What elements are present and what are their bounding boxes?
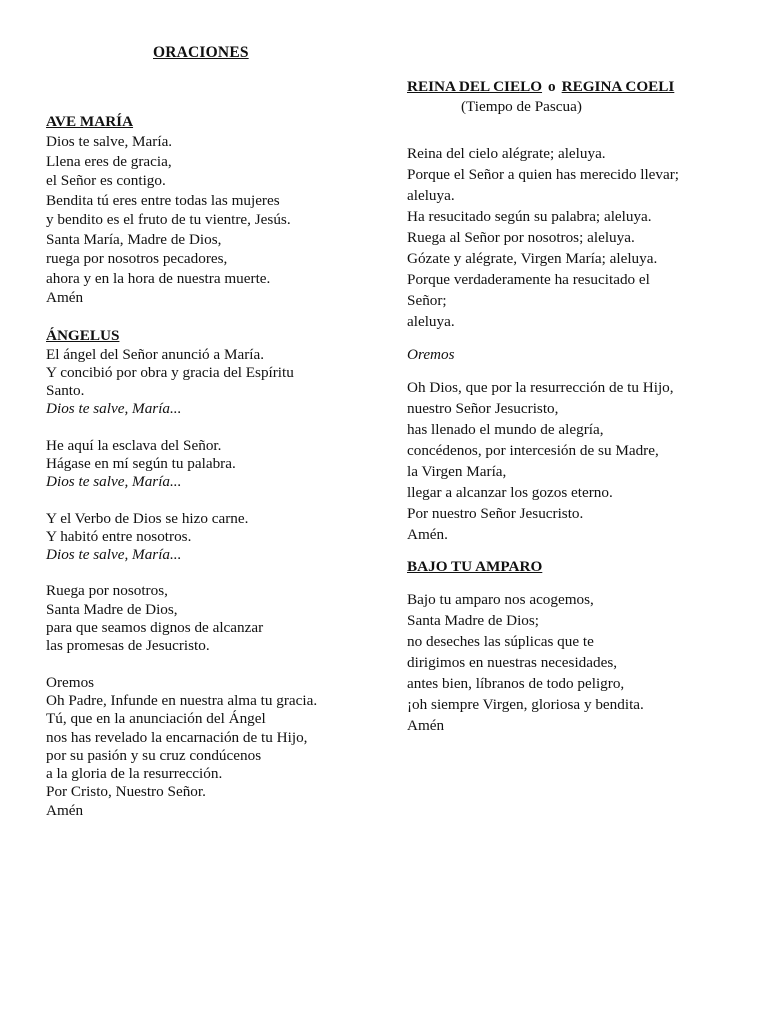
prayer-line: Gózate y alégrate, Virgen María; aleluya. [407,250,658,267]
prayer-line: Santo. [46,382,85,400]
prayer-line: Hágase en mí según tu palabra. [46,454,236,472]
prayer-line: Santa María, Madre de Dios, [46,230,222,248]
prayer-line: Llena eres de gracia, [46,152,172,170]
prayer-line: por su pasión y su cruz condúcenos [46,746,262,764]
prayer-line: ¡oh siempre Virgen, gloriosa y bendita. [407,696,644,713]
prayer-line: para que seamos dignos de alcanzar [46,619,264,637]
prayer-line: y bendito es el fruto de tu vientre, Jesús. [46,211,291,228]
prayer-line: Bajo tu amparo nos acogemos, [407,591,594,608]
prayer-line: Y concibió por obra y gracia del Espíritu [46,363,294,381]
prayer-line: dirigimos en nuestras necesidades, [407,654,618,671]
prayer-line: la Virgen María, [407,463,507,480]
prayer-line: Ha resucitado según su palabra; aleluya. [407,208,652,225]
prayer-heading-part: REINA DEL CIELO [407,78,543,95]
prayer-line: ahora y en la hora de nuestra muerte. [46,269,271,287]
right-column [407,77,747,736]
prayer-line: Reina del cielo alégrate; aleluya. [407,145,606,162]
prayer-refrain: Dios te salve, María... [46,546,182,564]
prayer-angelus [46,326,366,821]
prayer-line: a la gloria de la resurrección. [46,765,223,783]
prayer-line: el Señor es contigo. [46,172,166,189]
prayer-heading-part: REGINA COELI [561,78,675,95]
prayer-heading: AVE MARÍA [46,113,134,130]
prayer-line: El ángel del Señor anunció a María. [46,345,265,363]
prayer-line: Por Cristo, Nuestro Señor. [46,783,206,801]
prayer-line: Amén [407,717,445,734]
prayer-line: nos has revelado la encarnación de tu Hijo, [46,728,308,746]
prayer-line: Oh Dios, que por la resurrección de tu Hijo, [407,379,674,396]
prayer-line: Por nuestro Señor Jesucristo. [407,505,584,522]
prayer-subtitle: (Tiempo de Pascua) [461,98,582,115]
prayer-line: Y habitó entre nosotros. [46,527,192,545]
prayer-line: Oremos [46,673,95,691]
prayer-line: Ruega por nosotros, [46,582,168,600]
prayer-line: no deseches las súplicas que te [407,633,594,650]
prayer-line: nuestro Señor Jesucristo, [407,400,559,417]
left-column [46,112,366,820]
prayer-oremos: Oremos [407,346,455,363]
prayer-refrain: Dios te salve, María... [46,400,182,418]
prayer-line: Tú, que en la anunciación del Ángel [46,710,266,728]
prayer-line: Y el Verbo de Dios se hizo carne. [46,509,249,527]
prayer-line: Porque el Señor a quien has merecido llevar; [407,166,680,183]
prayer-line: Dios te salve, María. [46,133,173,150]
prayer-heading-conjunction: o [548,78,556,95]
prayer-line: Santa Madre de Dios, [46,600,178,618]
prayer-regina-coeli [407,77,747,545]
prayer-line: Amén [46,289,84,306]
prayer-line: Santa Madre de Dios; [407,612,540,629]
prayer-line: ruega por nosotros pecadores, [46,250,228,267]
prayer-line: Ruega al Señor por nosotros; aleluya. [407,229,635,246]
prayer-line: concédenos, por intercesión de su Madre, [407,442,659,459]
prayer-refrain: Dios te salve, María... [46,473,182,491]
prayer-line: Bendita tú eres entre todas las mujeres [46,191,280,209]
prayer-line: Amén. [407,526,448,543]
prayer-line: antes bien, líbranos de todo peligro, [407,675,625,692]
prayer-line: llegar a alcanzar los gozos eterno. [407,484,613,501]
prayer-heading: BAJO TU AMPARO [407,558,543,575]
prayer-line: aleluya. [407,313,455,330]
prayer-line: Porque verdaderamente ha resucitado el [407,271,650,288]
prayer-line: aleluya. [407,187,455,204]
prayer-line: Amén [46,801,84,819]
prayer-line: las promesas de Jesucristo. [46,637,210,655]
prayer-heading: ÁNGELUS [46,326,120,344]
prayer-line: has llenado el mundo de alegría, [407,421,604,438]
prayer-line: Señor; [407,292,447,309]
page-title: ORACIONES [153,44,249,61]
prayer-line: He aquí la esclava del Señor. [46,436,222,454]
prayer-line: Oh Padre, Infunde en nuestra alma tu gracia. [46,691,318,709]
prayer-ave-maria [46,112,366,308]
prayer-bajo-tu-amparo [407,557,747,736]
prayer-heading [407,77,747,97]
